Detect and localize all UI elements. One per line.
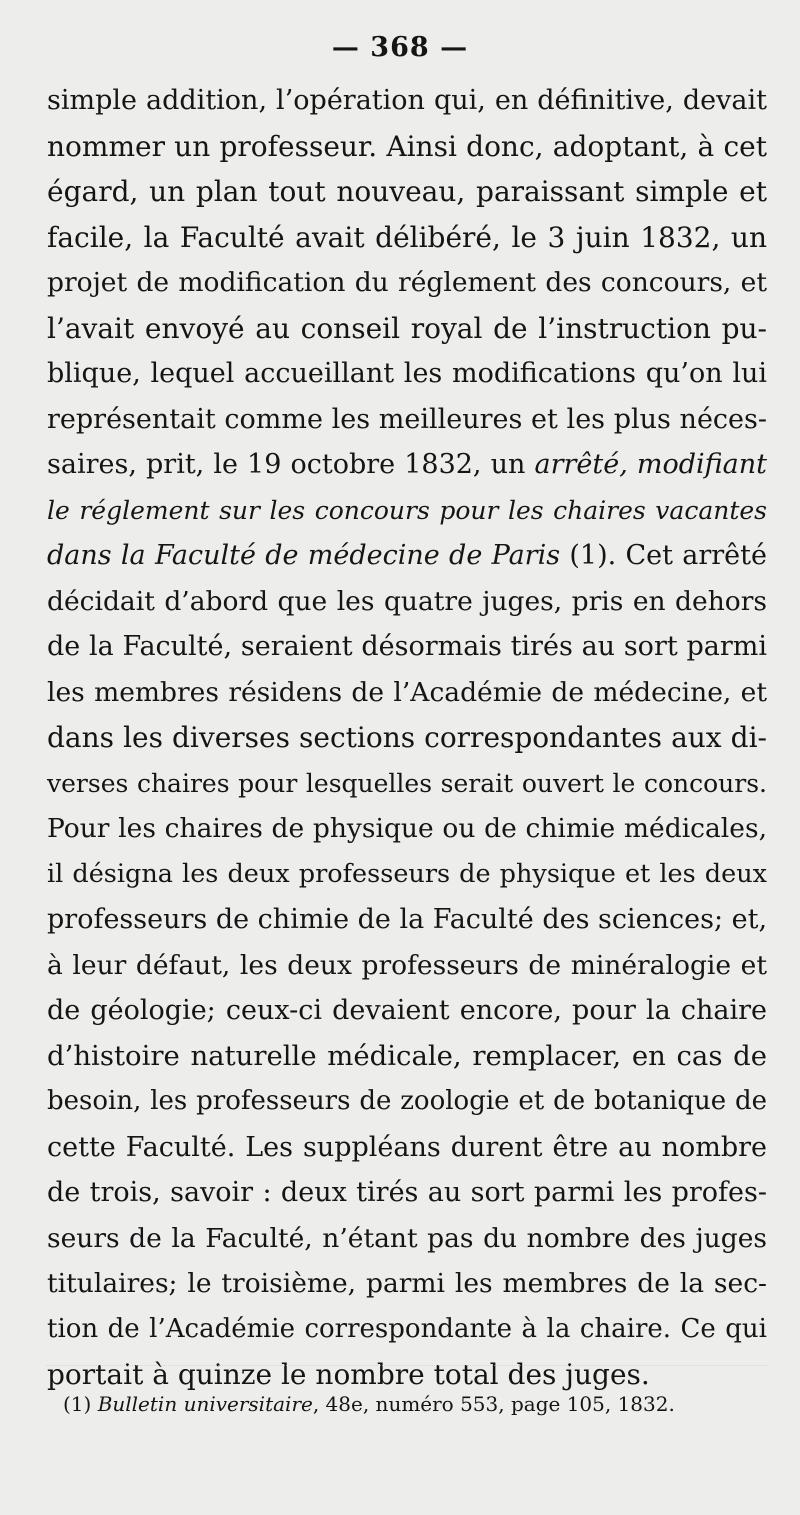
text-line — [47, 806, 767, 852]
text-segment: nommer un professeur. Ainsi donc, adoptant, à cet — [47, 129, 767, 163]
text-segment: tion de l’Académie correspondante à la chaire. Ce qui — [47, 1313, 767, 1344]
footnote-reference: , 48e, numéro 553, page 105, 1832. — [312, 1392, 675, 1416]
text-segment: de géologie; ceux-ci devaient encore, pour la chaire — [47, 995, 767, 1026]
text-segment: besoin, les professeurs de zoologie et de botanique de — [47, 1086, 767, 1116]
body-text — [47, 78, 767, 1398]
text-segment: titulaires; le troisième, parmi les membres de la sec- — [47, 1268, 767, 1299]
text-line — [47, 306, 767, 352]
text-line — [47, 442, 767, 488]
text-line — [47, 761, 767, 807]
text-segment: professeurs de chimie de la Faculté des sciences; et, — [47, 904, 768, 935]
text-line — [47, 624, 767, 670]
text-segment: de la Faculté, seraient désormais tirés au sort parmi — [47, 631, 767, 662]
text-line — [47, 943, 767, 989]
text-segment: décidait d’abord que les quatre juges, pris en dehors — [47, 585, 767, 617]
text-line — [47, 1352, 767, 1398]
text-segment: représentait comme les meilleures et les plus néces- — [47, 403, 767, 435]
text-segment: égard, un plan tout nouveau, paraissant simple et — [47, 175, 767, 208]
text-line — [47, 351, 767, 397]
text-line — [47, 1261, 767, 1307]
page-number: — 368 — — [331, 32, 469, 63]
text-segment: facile, la Faculté avait délibéré, le 3 juin 1832, un — [47, 220, 767, 254]
text-line — [47, 533, 767, 579]
text-segment: seurs de la Faculté, n’étant pas du nombre des juges — [47, 1222, 767, 1254]
text-line — [47, 852, 767, 898]
italic-text: arrêté, modifiant — [534, 449, 767, 480]
text-line — [47, 988, 767, 1034]
text-segment: cette Faculté. Les suppléans durent être au nombre — [47, 1131, 767, 1163]
text-segment: Pour les chaires de physique ou de chimie médicales, — [47, 813, 767, 844]
text-segment: les membres résidens de l’Académie de médecine, et — [47, 676, 767, 708]
text-line — [47, 1170, 767, 1216]
text-segment: l’avait envoyé au conseil royal de l’instruction pu- — [47, 311, 767, 345]
italic-text: dans la Faculté de médecine de Paris — [47, 540, 561, 571]
text-line — [47, 169, 767, 215]
text-segment: (1). Cet arrêté — [560, 540, 767, 571]
text-line — [47, 1079, 767, 1125]
text-line — [47, 1125, 767, 1171]
footnote-source: Bulletin universitaire — [97, 1392, 313, 1416]
text-segment: de trois, savoir : deux tirés au sort parmi les profes- — [47, 1177, 767, 1208]
text-line — [47, 124, 767, 170]
text-segment: projet de modification du réglement des concours, et — [47, 267, 767, 298]
text-line — [47, 1216, 767, 1262]
text-line — [47, 1034, 767, 1080]
text-segment: d’histoire naturelle médicale, remplacer, en cas de — [47, 1039, 767, 1072]
text-segment: il désigna les deux professeurs de physique et les deux — [47, 858, 767, 889]
text-line — [47, 215, 767, 261]
text-segment: simple addition, l’opération qui, en définitive, devait — [47, 85, 767, 116]
text-line — [47, 260, 767, 306]
text-line — [47, 670, 767, 716]
footnote — [63, 1392, 675, 1416]
text-line — [47, 1307, 767, 1353]
text-segment: verses chaires pour lesquelles serait ouvert le concours. — [47, 768, 767, 798]
text-line — [47, 78, 767, 124]
text-line — [47, 715, 767, 761]
text-segment: saires, prit, le 19 octobre 1832, un — [47, 449, 535, 480]
text-line — [47, 488, 767, 534]
text-line — [47, 397, 767, 443]
text-line — [47, 897, 767, 943]
text-segment: portait à quinze le nombre total des juges. — [47, 1358, 650, 1391]
footnote-mark: (1) — [63, 1392, 98, 1416]
text-segment: à leur défaut, les deux professeurs de minéralogie et — [47, 949, 767, 981]
text-segment: blique, lequel accueillant les modifications qu’on lui — [47, 358, 767, 389]
text-segment: dans les diverses sections correspondantes aux di- — [47, 721, 767, 754]
text-line — [47, 579, 767, 625]
footnote-divider — [47, 1365, 767, 1366]
italic-text: le réglement sur les concours pour les chaires vacantes — [47, 495, 767, 525]
